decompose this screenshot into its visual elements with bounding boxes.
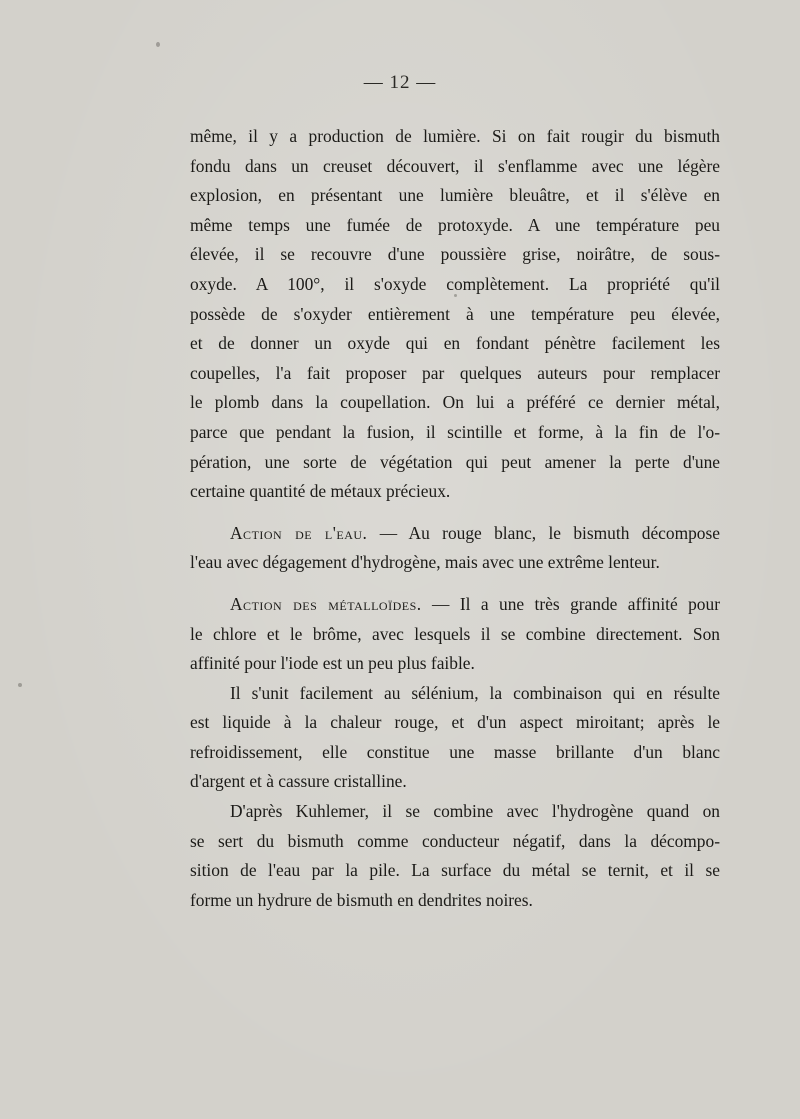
page-number: — 12 — [363,72,437,93]
text-run: — Il a une très grande affinité pour [421,593,720,614]
text-line: élevée, il se recouvre d'une poussière grise, noirâtre, de sous- [190,244,720,265]
text-line: d'argent et à cassure cristalline. [190,771,407,792]
ink-speck [156,42,160,47]
text-line: oxyde. A 100°, il s'oxyde complètement. La propriété qu'il [190,273,720,294]
text-line: se sert du bismuth comme conducteur négatif, dans la décompo- [190,830,720,851]
text-line: le plomb dans la coupellation. On lui a préféré ce dernier métal, [190,392,720,413]
text-line: parce que pendant la fusion, il scintille et forme, à la fin de l'o- [190,421,720,442]
section-action-water [190,519,720,578]
text-line: le chlore et le brôme, avec lesquels il se combine directement. Son [190,623,720,644]
text-line: même, il y a production de lumière. Si on fait rougir du bismuth [190,126,720,146]
section-heading: Action de l'eau. [230,522,368,543]
ink-speck [18,683,22,687]
paragraph-gap [190,507,720,519]
paragraph-gap [190,578,720,590]
body-text [190,122,720,915]
paragraph-kuhlemer [190,797,720,915]
text-line: fondu dans un creuset découvert, il s'enflamme avec une légère [190,155,720,176]
text-line: sition de l'eau par la pile. La surface du métal se ternit, et il se [190,860,720,881]
paragraph-selenium [190,679,720,797]
paragraph-oxidation [190,122,720,507]
section-action-metalloids [190,590,720,679]
text-line: certaine quantité de métaux précieux. [190,481,451,502]
text-run: — Au rouge blanc, le bismuth décompose [367,522,720,543]
text-line: pération, une sorte de végétation qui peut amener la perte d'une [190,451,720,472]
text-line: l'eau avec dégagement d'hydrogène, mais avec une extrême lenteur. [190,552,660,573]
text-line: possède de s'oxyder entièrement à une température peu élevée, [190,303,720,324]
text-line: même temps une fumée de protoxyde. A une température peu [190,214,720,235]
text-line: D'après Kuhlemer, il se combine avec l'hydrogène quand on [230,801,720,822]
text-line: refroidissement, elle constitue une masse brillante d'un blanc [190,741,720,762]
text-line [190,519,720,549]
text-line [190,590,720,620]
section-heading: Action des métalloïdes. [230,593,422,614]
text-line: et de donner un oxyde qui en fondant pénètre facilement les [190,333,720,354]
text-line: affinité pour l'iode est un peu plus faible. [190,653,475,674]
text-line: coupelles, l'a fait proposer par quelques auteurs pour remplacer [190,362,720,383]
text-line: forme un hydrure de bismuth en dendrites noires. [190,889,533,910]
text-line: explosion, en présentant une lumière bleuâtre, et il s'élève en [190,185,720,206]
text-line: Il s'unit facilement au sélénium, la combinaison qui en résulte [230,682,720,703]
text-line: est liquide à la chaleur rouge, et d'un aspect miroitant; après le [190,712,720,733]
